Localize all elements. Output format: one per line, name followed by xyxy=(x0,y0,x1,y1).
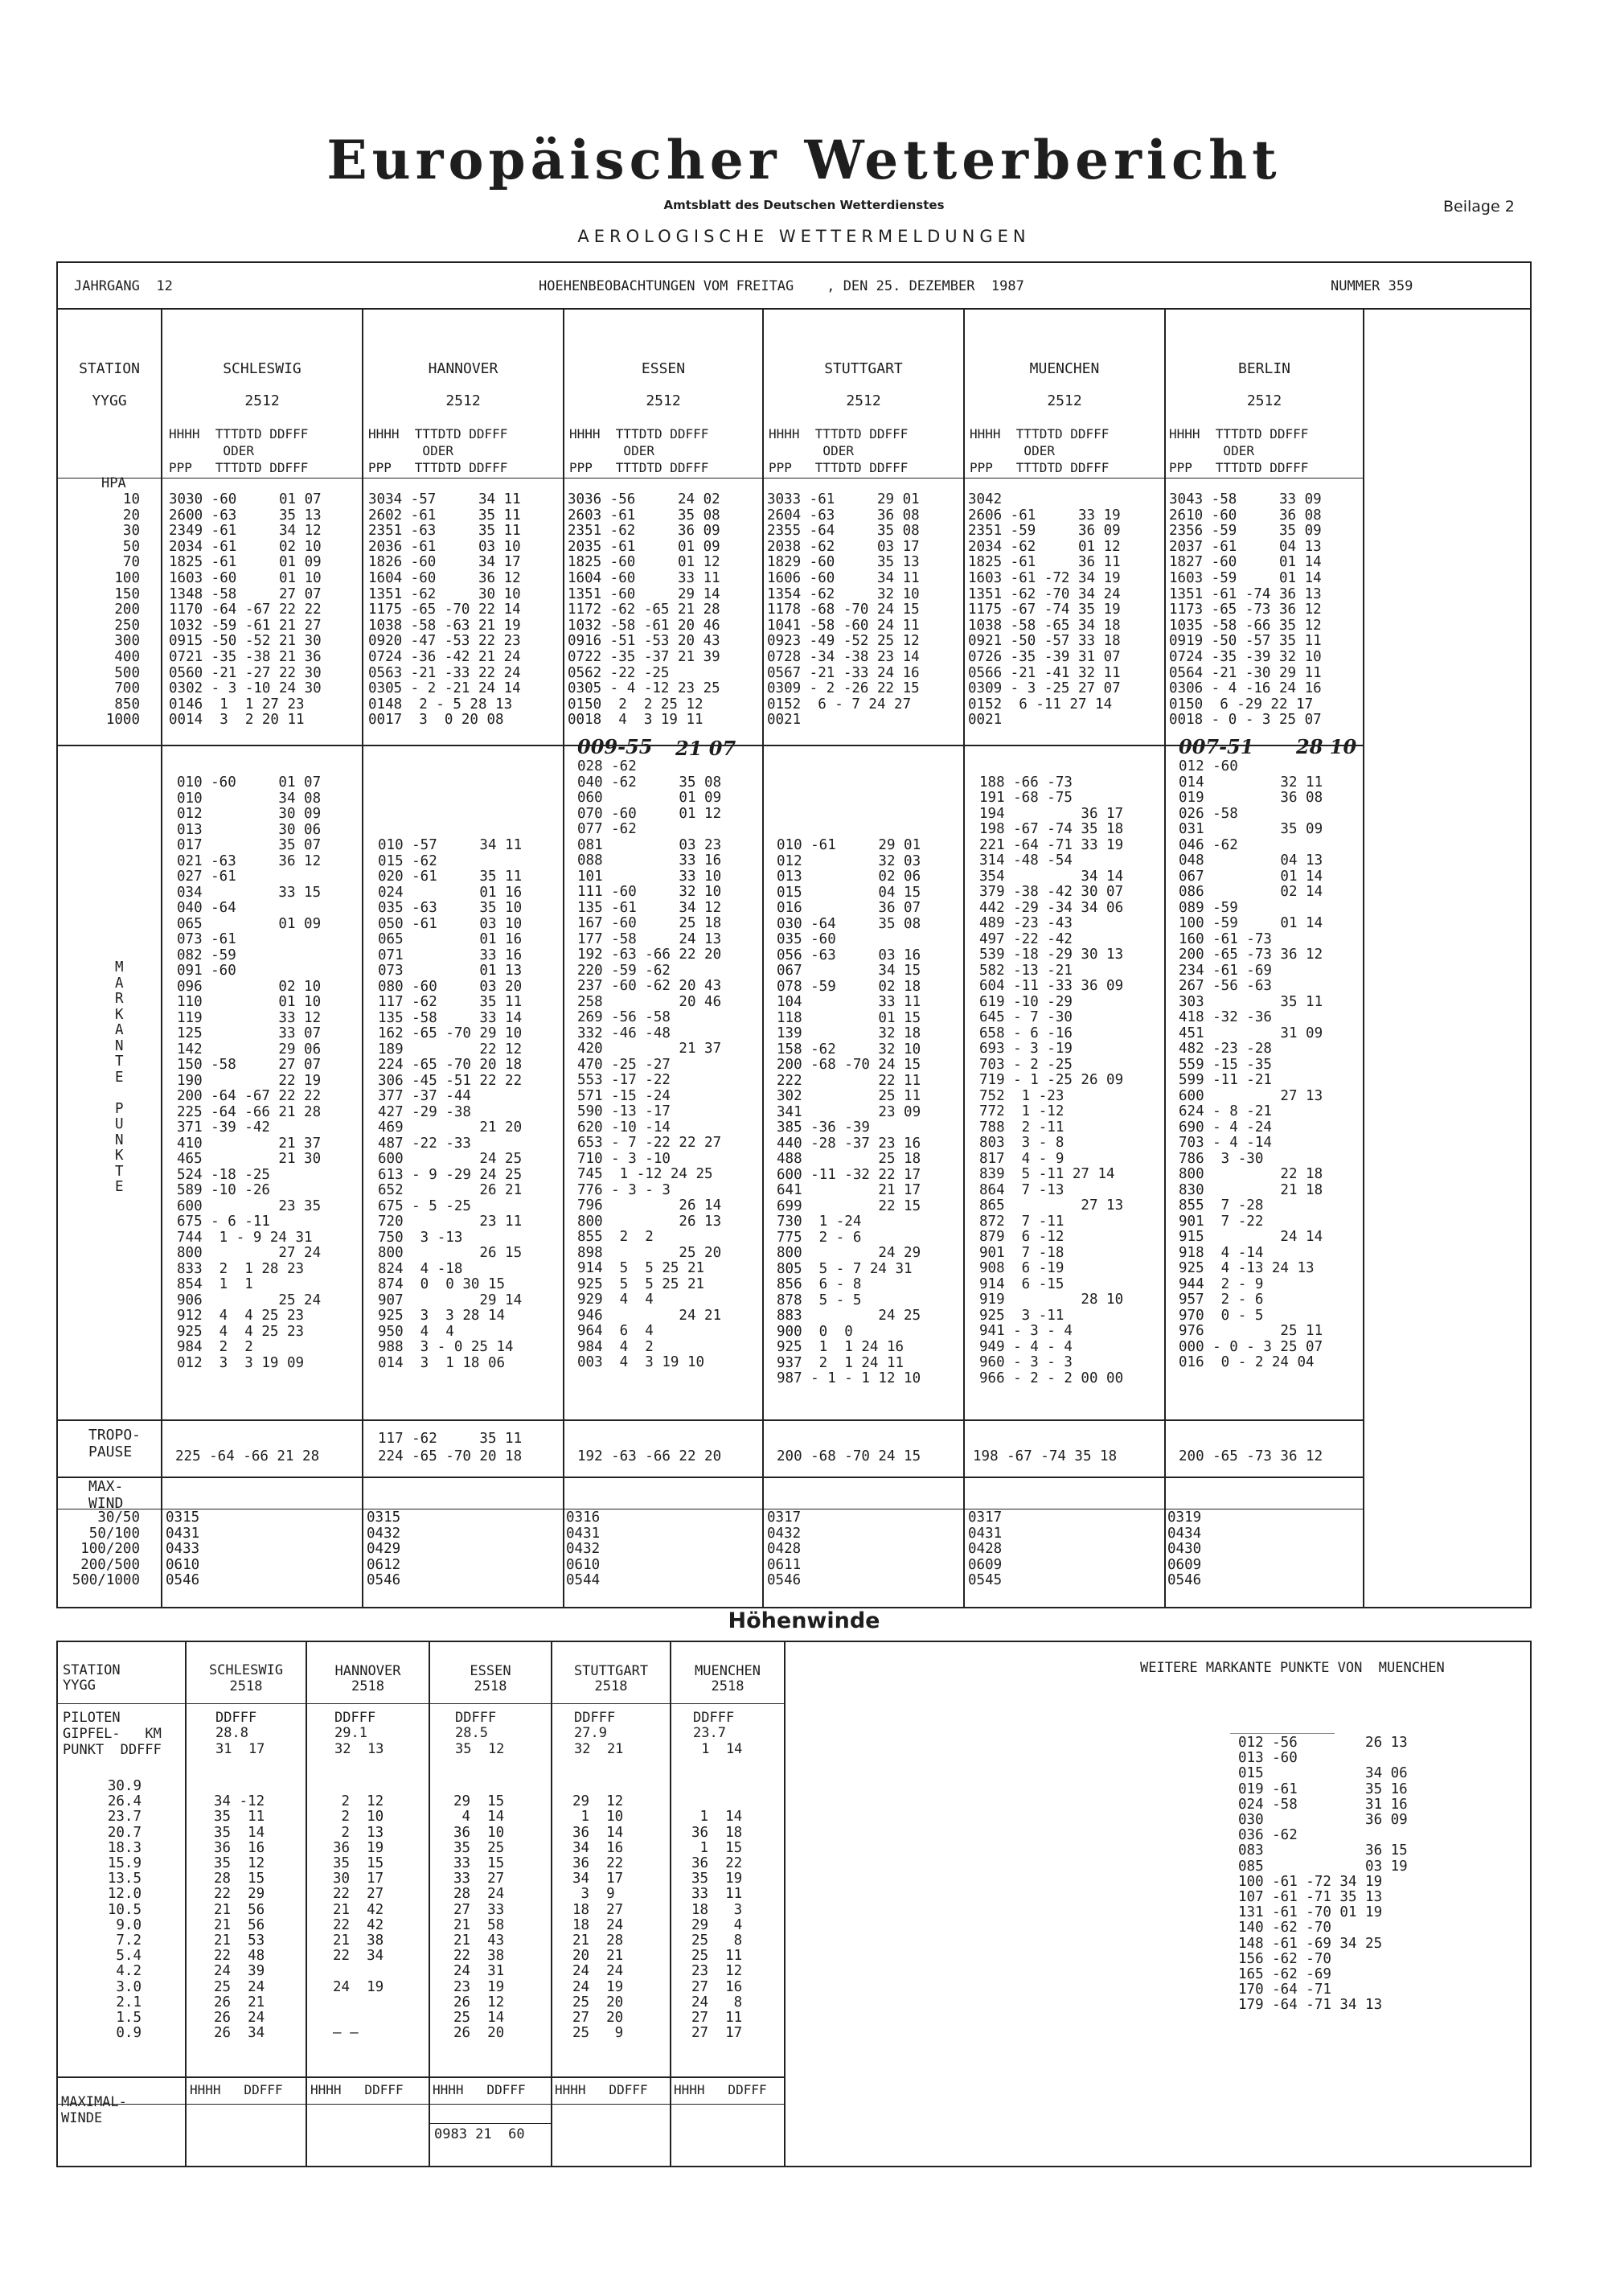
handwritten-note: 21 07 xyxy=(675,737,736,760)
col-head-3: PPP TTTDTD DDFFF xyxy=(368,460,508,475)
significant-levels: 188 -66 -73 191 -68 -75 194 36 17 198 -67 -74 35 18 221 -64 -71 33 19 314 -48 -54 354 34 14 379 -38 -42 30 07 442 -29 -34 34 06 489 -23 -43 497 -22 -42 539 -18 -29 30 13 582 -13 -21 604 -11 -33 36 09 619 -10 -29 645 - 7 -30 658 - 6 -16 693 - 3 -19 703 - 2 -25 719 - 1 -25 26 09 752 1 -23 772 1 -12 788 2 -11 803 3 - 8 817 4 - 9 839 5 -11 27 14 864 7 -13 865 27 13 872 7 -11 879 6 -12 901 7 -18 908 6 -19 914 6 -15 919 28 10 925 3 -11 941 - 3 - 4 949 - 4 - 4 960 - 3 - 3 966 - 2 - 2 00 00 xyxy=(979,774,1124,1386)
hw-ddfff-label: DDFFF xyxy=(455,1710,497,1726)
hw-km-levels: 30.9 26.4 23.7 20.7 18.3 15.9 13.5 12.0 10.5 9.0 7.2 5.4 4.2 3.0 2.1 1.5 0.9 xyxy=(107,1778,142,2042)
tropopause-values: 192 -63 -66 22 20 xyxy=(577,1448,722,1464)
col-head-1: HHHH TTTDTD DDFFF xyxy=(1169,426,1309,442)
hw-maxwind-head: HHHH DDFFF xyxy=(310,2082,404,2097)
tropopause-values: 200 -68 -70 24 15 xyxy=(777,1448,921,1464)
col-head-1: HHHH TTTDTD DDFFF xyxy=(769,426,909,442)
handwritten-note: 28 10 xyxy=(1296,735,1357,758)
yygg-label: YYGG xyxy=(92,392,127,409)
col-head-1: HHHH TTTDTD DDFFF xyxy=(569,426,709,442)
hw-maxwind-value: 0983 21 60 xyxy=(434,2126,525,2142)
hw-maxwind-head: HHHH DDFFF xyxy=(190,2082,283,2097)
standard-levels: 3036 -56 24 02 2603 -61 35 08 2351 -62 36 09 2035 -61 01 09 1825 -60 01 12 1604 -60 33 11 1351 -60 29 14 1172 -62 -65 21 28 1032 -58 -61 20 46 0916 -51 -53 20 43 0722 -35 -37 21 39 0562 -22 -25 0305 - 4 -12 23 25 0150 2 2 25 12 0018 4 3 19 11 xyxy=(568,491,720,729)
hw-maxwind-head: HHHH DDFFF xyxy=(674,2082,767,2097)
page-subtitle: Amtsblatt des Deutschen Wetterdienstes xyxy=(663,198,945,212)
hw-ddfff-label: DDFFF xyxy=(215,1710,257,1726)
col-head-1: HHHH TTTDTD DDFFF xyxy=(368,426,508,442)
col-head-2: ODER xyxy=(169,443,254,458)
hw-station-yygg: 2518 xyxy=(594,1678,628,1694)
col-head-3: PPP TTTDTD DDFFF xyxy=(769,460,909,475)
col-head-2: ODER xyxy=(569,443,654,458)
station-yygg: 2512 xyxy=(646,392,681,409)
jahrgang: JAHRGANG 12 xyxy=(74,278,173,294)
hw-station-yygg: 2518 xyxy=(351,1678,384,1694)
col-head-3: PPP TTTDTD DDFFF xyxy=(569,460,709,475)
hw-values: 29 12 1 10 36 14 34 16 36 22 34 17 3 9 18 27 18 24 21 28 20 21 24 24 24 19 25 20 27 20 25 9 xyxy=(572,1793,624,2042)
markante-punkte-label: M A R K A N T E P U N K T E xyxy=(115,959,124,1195)
hw-values: 2 12 2 10 2 13 36 19 35 15 30 17 22 27 21 42 22 42 21 38 22 34 24 19 — — xyxy=(333,1793,384,2042)
significant-levels: 010 -57 34 11 015 -62 020 -61 35 11 024 01 16 035 -63 35 10 050 -61 03 10 065 01 16 071 33 16 073 01 13 080 -60 03 20 117 -62 35 11 135 -58 33 14 162 -65 -70 29 10 189 22 12 224 -65 -70 20 18 306 -45 -51 22 22 377 -37 -44 427 -29 -38 469 21 20 487 -22 -33 600 24 25 613 - 9 -29 24 25 652 26 21 675 - 5 -25 720 23 11 750 3 -13 800 26 15 824 4 -18 874 0 0 30 15 907 29 14 925 3 3 28 14 950 4 4 988 3 - 0 25 14 014 3 1 18 06 xyxy=(378,837,523,1371)
col-head-3: PPP TTTDTD DDFFF xyxy=(1169,460,1309,475)
significant-levels: 010 -61 29 01 012 32 03 013 02 06 015 04 15 016 36 07 030 -64 35 08 035 -60 056 -63 03 16 067 34 15 078 -59 02 18 104 33 11 118 01 15 139 32 18 158 -62 32 10 200 -68 -70 24 15 222 22 11 302 25 11 341 23 09 385 -36 -39 440 -28 -37 23 16 488 25 18 600 -11 -32 22 17 641 21 17 699 22 15 730 1 -24 775 2 - 6 800 24 29 805 5 - 7 24 31 856 6 - 8 878 5 - 5 883 24 25 900 0 0 925 1 1 24 16 937 2 1 24 11 987 - 1 - 1 12 10 xyxy=(777,837,921,1386)
tropopause-values: 200 -65 -73 36 12 xyxy=(1179,1448,1323,1464)
hw-ddfff-label: DDFFF xyxy=(334,1710,376,1726)
standard-levels: 3034 -57 34 11 2602 -61 35 11 2351 -63 35 11 2036 -61 03 10 1826 -60 34 17 1604 -60 36 12 1351 -62 30 10 1175 -65 -70 22 14 1038 -58 -63 21 19 0920 -47 -53 22 23 0724 -36 -42 21 24 0563 -21 -33 22 24 0305 - 2 -21 24 14 0148 2 - 5 28 13 0017 3 0 20 08 xyxy=(368,491,521,729)
maxwind-values: 0317 0431 0428 0609 0545 xyxy=(968,1509,1003,1588)
col-head-1: HHHH TTTDTD DDFFF xyxy=(169,426,309,442)
hw-gipfel: 23.7 1 14 xyxy=(693,1725,743,1757)
hw-maxwind-head: HHHH DDFFF xyxy=(433,2082,526,2097)
hw-values: 34 -12 35 11 35 14 36 16 35 12 28 15 22 29 21 56 21 56 21 53 22 48 24 39 25 24 26 21 26 24 26 34 xyxy=(214,1793,265,2042)
hpa-label: HPA xyxy=(101,475,126,491)
station-name: STUTTGART xyxy=(824,360,903,377)
hw-gipfel: 27.9 32 21 xyxy=(574,1725,624,1757)
page-title: Europäischer Wetterbericht xyxy=(326,129,1282,191)
hw-station-name: STUTTGART xyxy=(573,1663,649,1679)
hw-maxwind-head: HHHH DDFFF xyxy=(555,2082,648,2097)
station-yygg: 2512 xyxy=(244,392,280,409)
standard-levels: 3042 2606 -61 33 19 2351 -59 36 09 2034 -62 01 12 1825 -61 36 11 1603 -61 -72 34 19 1351 -62 -70 34 24 1175 -67 -74 35 19 1038 -58 -65 34 18 0921 -50 -57 33 18 0726 -35 -39 31 07 0566 -21 -41 32 11 0309 - 3 -25 27 07 0152 6 -11 27 14 0021 xyxy=(968,491,1121,729)
station-yygg: 2512 xyxy=(846,392,881,409)
hoehenwinde-title: Höhenwinde xyxy=(728,1608,880,1633)
maxwind-values: 0316 0431 0432 0610 0544 xyxy=(566,1509,601,1588)
maxwind-values: 0315 0431 0433 0610 0546 xyxy=(166,1509,200,1588)
tropopause-values: 198 -67 -74 35 18 xyxy=(973,1448,1118,1464)
hw-gipfel: 29.1 32 13 xyxy=(334,1725,384,1757)
hw-piloten-label: PILOTEN GIPFEL- KM PUNKT DDFFF xyxy=(63,1710,162,1758)
station-name: HANNOVER xyxy=(428,360,498,377)
weitere-punkte-title: WEITERE MARKANTE PUNKTE VON MUENCHEN xyxy=(1140,1660,1445,1676)
pressure-levels: 10 20 30 50 70 100 150 200 250 300 400 500 700 850 1000 xyxy=(105,491,140,729)
report-title: HOEHENBEOBACHTUNGEN VOM FREITAG , DEN 25. DEZEMBER 1987 xyxy=(539,278,1024,294)
col-head-2: ODER xyxy=(769,443,854,458)
maxwind-label: MAX- WIND xyxy=(88,1478,124,1512)
tropopause-label: TROPO- PAUSE xyxy=(88,1427,142,1460)
hw-maxwind-label: MAXIMAL- WINDE xyxy=(61,2094,127,2126)
beilage-label: Beilage 2 xyxy=(1443,198,1515,216)
station-name: ESSEN xyxy=(641,360,686,377)
hw-gipfel: 28.5 35 12 xyxy=(455,1725,505,1757)
station-yygg: 2512 xyxy=(1246,392,1282,409)
section-title: AEROLOGISCHE WETTERMELDUNGEN xyxy=(577,227,1031,246)
maxwind-values: 0319 0434 0430 0609 0546 xyxy=(1167,1509,1202,1588)
handwritten-note: 007-51 xyxy=(1179,735,1254,758)
hw-ddfff-label: DDFFF xyxy=(574,1710,616,1726)
weitere-punkte-values: 012 -56 26 13 013 -60 015 34 06 019 -61 35 16 024 -58 31 16 030 36 09 036 -62 083 36 15 085 03 19 100 -61 -72 34 19 107 -61 -71 35 13 131 -61 -70 01 19 140 -62 -70 148 -61 -69 34 25 156 -62 -70 165 -62 -69 170 -64 -71 179 -64 -71 34 13 xyxy=(1238,1735,1408,2014)
significant-levels: 010 -60 01 07 010 34 08 012 30 09 013 30 06 017 35 07 021 -63 36 12 027 -61 034 33 15 040 -64 065 01 09 073 -61 082 -59 091 -60 096 02 10 110 01 10 119 33 12 125 33 07 142 29 06 150 -58 27 07 190 22 19 200 -64 -67 22 22 225 -64 -66 21 28 371 -39 -42 410 21 37 465 21 30 524 -18 -25 589 -10 -26 600 23 35 675 - 6 -11 744 1 - 9 24 31 800 27 24 833 2 1 28 23 854 1 1 906 25 24 912 4 4 25 23 925 4 4 25 23 984 2 2 012 3 3 19 09 xyxy=(177,774,322,1371)
standard-levels: 3030 -60 01 07 2600 -63 35 13 2349 -61 34 12 2034 -61 02 10 1825 -61 01 09 1603 -60 01 10 1348 -58 27 07 1170 -64 -67 22 22 1032 -59 -61 21 27 0915 -50 -52 21 30 0721 -35 -38 21 36 0560 -21 -27 22 30 0302 - 3 -10 24 30 0146 1 1 27 23 0014 3 2 20 11 xyxy=(169,491,322,729)
col-head-2: ODER xyxy=(970,443,1055,458)
hw-station-name: MUENCHEN xyxy=(695,1663,761,1679)
hw-values: 29 15 4 14 36 10 35 25 33 15 33 27 28 24 27 33 21 58 21 43 22 38 24 31 23 19 26 12 25 14 26 20 xyxy=(453,1793,505,2042)
hw-values: 1 14 36 18 1 15 36 22 35 19 33 11 18 3 29 4 25 8 25 11 23 12 27 16 24 8 27 11 27 17 xyxy=(691,1809,743,2042)
station-name: MUENCHEN xyxy=(1029,360,1100,377)
col-head-1: HHHH TTTDTD DDFFF xyxy=(970,426,1110,442)
hw-station-name: SCHLESWIG xyxy=(208,1662,284,1678)
hw-gipfel: 28.8 31 17 xyxy=(215,1725,265,1757)
station-name: SCHLESWIG xyxy=(223,360,302,377)
station-yygg: 2512 xyxy=(445,392,481,409)
col-head-2: ODER xyxy=(1169,443,1254,458)
station-name: BERLIN xyxy=(1237,360,1291,377)
tropopause-values: 225 -64 -66 21 28 xyxy=(175,1448,320,1464)
report-number: NUMMER 359 xyxy=(1331,278,1413,294)
col-head-2: ODER xyxy=(368,443,453,458)
col-head-3: PPP TTTDTD DDFFF xyxy=(970,460,1110,475)
standard-levels: 3043 -58 33 09 2610 -60 36 08 2356 -59 35 09 2037 -61 04 13 1827 -60 01 14 1603 -59 01 14 1351 -61 -74 36 13 1173 -65 -73 36 12 1035 -58 -66 35 12 0919 -50 -57 35 11 0724 -35 -39 32 10 0564 -21 -30 29 11 0306 - 4 -16 24 16 0150 6 -29 22 17 0018 - 0 - 3 25 07 xyxy=(1169,491,1322,729)
significant-levels: 012 -60 014 32 11 019 36 08 026 -58 031 35 09 046 -62 048 04 13 067 01 14 086 02 14 089 -59 100 -59 01 14 160 -61 -73 200 -65 -73 36 12 234 -61 -69 267 -56 -63 303 35 11 418 -32 -36 451 31 09 482 -23 -28 559 -15 -35 599 -11 -21 600 27 13 624 - 8 -21 690 - 4 -24 703 - 4 -14 786 3 -30 800 22 18 830 21 18 855 7 -28 901 7 -22 915 24 14 918 4 -14 925 4 -13 24 13 944 2 - 9 957 2 - 6 970 0 - 5 976 25 11 000 - 0 - 3 25 07 016 0 - 2 24 04 xyxy=(1179,758,1323,1370)
standard-levels: 3033 -61 29 01 2604 -63 36 08 2355 -64 35 08 2038 -62 03 17 1829 -60 35 13 1606 -60 34 11 1354 -62 32 10 1178 -68 -70 24 15 1041 -58 -60 24 11 0923 -49 -52 25 12 0728 -34 -38 23 14 0567 -21 -33 24 16 0309 - 2 -26 22 15 0152 6 - 7 24 27 0021 xyxy=(767,491,920,729)
hw-ddfff-label: DDFFF xyxy=(693,1710,735,1726)
significant-levels: 028 -62 040 -62 35 08 060 01 09 070 -60 01 12 077 -62 081 03 23 088 33 16 101 33 10 111 -60 32 10 135 -61 34 12 167 -60 25 18 177 -58 24 13 192 -63 -66 22 20 220 -59 -62 237 -60 -62 20 43 258 20 46 269 -56 -58 332 -46 -48 420 21 37 470 -25 -27 553 -17 -22 571 -15 -24 590 -13 -17 620 -10 -14 653 - 7 -22 22 27 710 - 3 -10 745 1 -12 24 25 776 - 3 - 3 796 26 14 800 26 13 855 2 2 898 25 20 914 5 5 25 21 925 5 5 25 21 929 4 4 946 24 21 964 6 4 984 4 2 003 4 3 19 10 xyxy=(577,758,722,1370)
tropopause-values: 117 -62 35 11 224 -65 -70 20 18 xyxy=(378,1431,523,1464)
maxwind-values: 0317 0432 0428 0611 0546 xyxy=(767,1509,802,1588)
hw-station-yygg: 2518 xyxy=(474,1678,507,1694)
handwritten-note: 009-55 xyxy=(577,735,653,758)
hw-station-yygg: 2518 xyxy=(711,1678,745,1694)
maxwind-values: 0315 0432 0429 0612 0546 xyxy=(367,1509,401,1588)
hw-station-yygg: 2518 xyxy=(229,1678,263,1694)
hw-station-name: ESSEN xyxy=(470,1663,511,1679)
hw-station-label: STATION YYGG xyxy=(63,1662,121,1694)
col-head-3: PPP TTTDTD DDFFF xyxy=(169,460,309,475)
maxwind-levels: 30/50 50/100 100/200 200/500 500/1000 xyxy=(72,1509,140,1588)
station-label: STATION xyxy=(79,360,140,377)
station-yygg: 2512 xyxy=(1047,392,1082,409)
hw-station-name: HANNOVER xyxy=(334,1663,401,1679)
